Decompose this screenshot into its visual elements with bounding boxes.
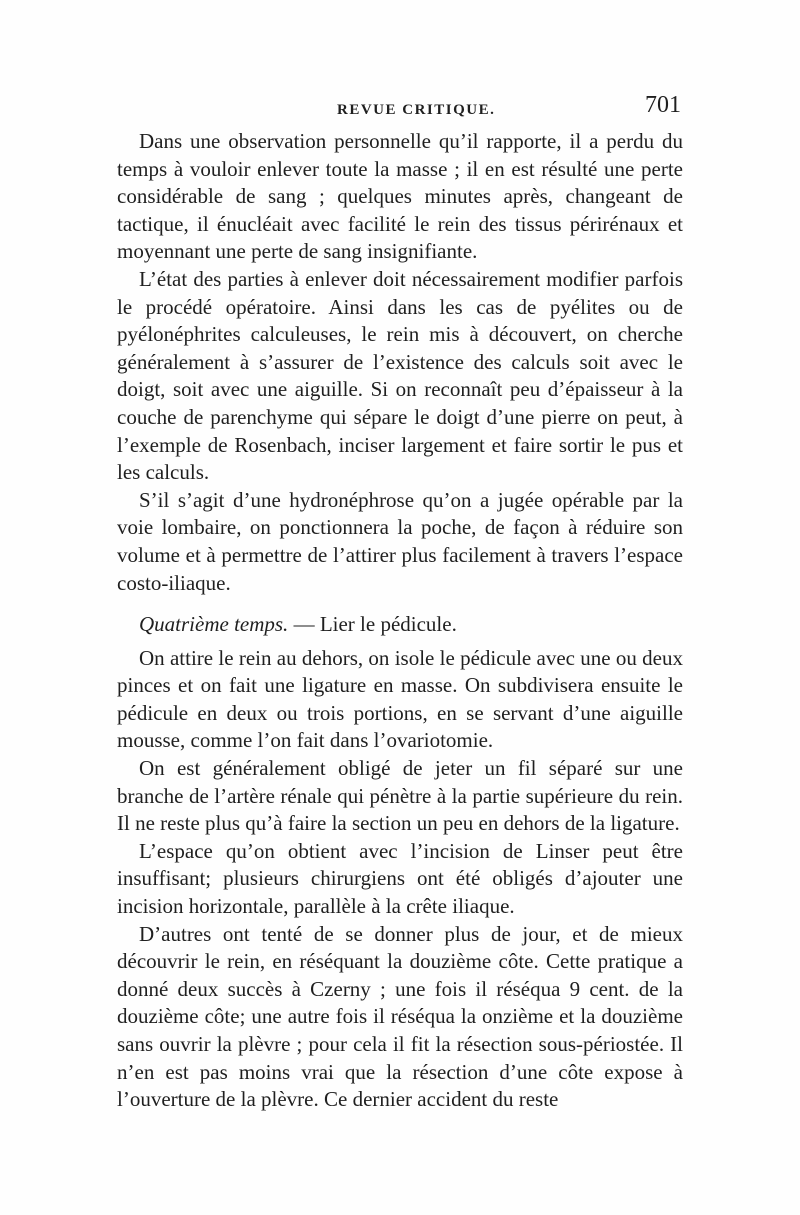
paragraph: S’il s’agit d’une hydronéphrose qu’on a jugée opérable par la voie lombaire, on ponctionnera la poche, de façon à réduire son volume et à permettre de l’attirer plus facilement à travers l’espace costo-iliaque.: [117, 487, 683, 595]
page-header: [117, 92, 683, 128]
page-number: 701: [645, 92, 681, 118]
paragraph: On attire le rein au dehors, on isole le pédicule avec une ou deux pinces et on fait une ligature en masse. On subdivisera ensuite le pédicule en deux ou trois portions, en se servant d’une aiguille mousse, comme l’on fait dans l’ovariotomie.: [117, 645, 683, 753]
paragraph: Dans une observation personnelle qu’il rapporte, il a perdu du temps à vouloir enlever toute la masse ; il en est résulté une perte considérable de sang ; quelques minutes après, changeant de tactique, il énucléait avec facilité le rein des tissus périrénaux et moyennant une perte de sang insignifiante.: [117, 129, 683, 264]
paragraph: D’autres ont tenté de se donner plus de jour, et de mieux découvrir le rein, en réséquant la douzième côte. Cette pratique a donné deux succès à Czerny ; une fois il réséqua 9 cent. de la douzième côte; une autre fois il réséqua la onzième et la douzième sans ouvrir la plèvre ; pour cela il fit la résection sous-périostée. Il n’en est pas moins vrai que la résection d’une côte expose à l’ouverture de la plèvre. Ce dernier accident du reste: [117, 921, 683, 1112]
body-text: [117, 128, 683, 1114]
paragraph: On est généralement obligé de jeter un fil séparé sur une branche de l’artère rénale qui pénètre à la partie supérieure du rein. Il ne reste plus qu’à faire la section un peu en dehors de la ligature.: [117, 756, 683, 836]
paragraph: L’état des parties à enlever doit nécessairement modifier parfois le procédé opératoire. Ainsi dans les cas de pyélites ou de pyélonéphrites calculeuses, le rein mis à découvert, on cherche généralement à s’assurer de l’existence des calculs soit avec le doigt, soit avec une aiguille. Si on reconnaît peu d’épaisseur à la couche de parenchyme qui sépare le doigt d’une pierre on peut, à l’exemple de Rosenbach, inciser largement et faire sortir le pus et les calculs.: [117, 266, 683, 485]
paragraph: L’espace qu’on obtient avec l’incision de Linser peut être insuffisant; plusieurs chirurgiens ont été obligés d’ajouter une incision horizontale, parallèle à la crête iliaque.: [117, 838, 683, 919]
section-heading-italic: Quatrième temps.: [139, 612, 289, 637]
section-heading-text: — Lier le pédicule.: [288, 612, 457, 637]
section-heading: [117, 611, 683, 639]
running-title: REVUE CRITIQUE.: [337, 102, 496, 118]
